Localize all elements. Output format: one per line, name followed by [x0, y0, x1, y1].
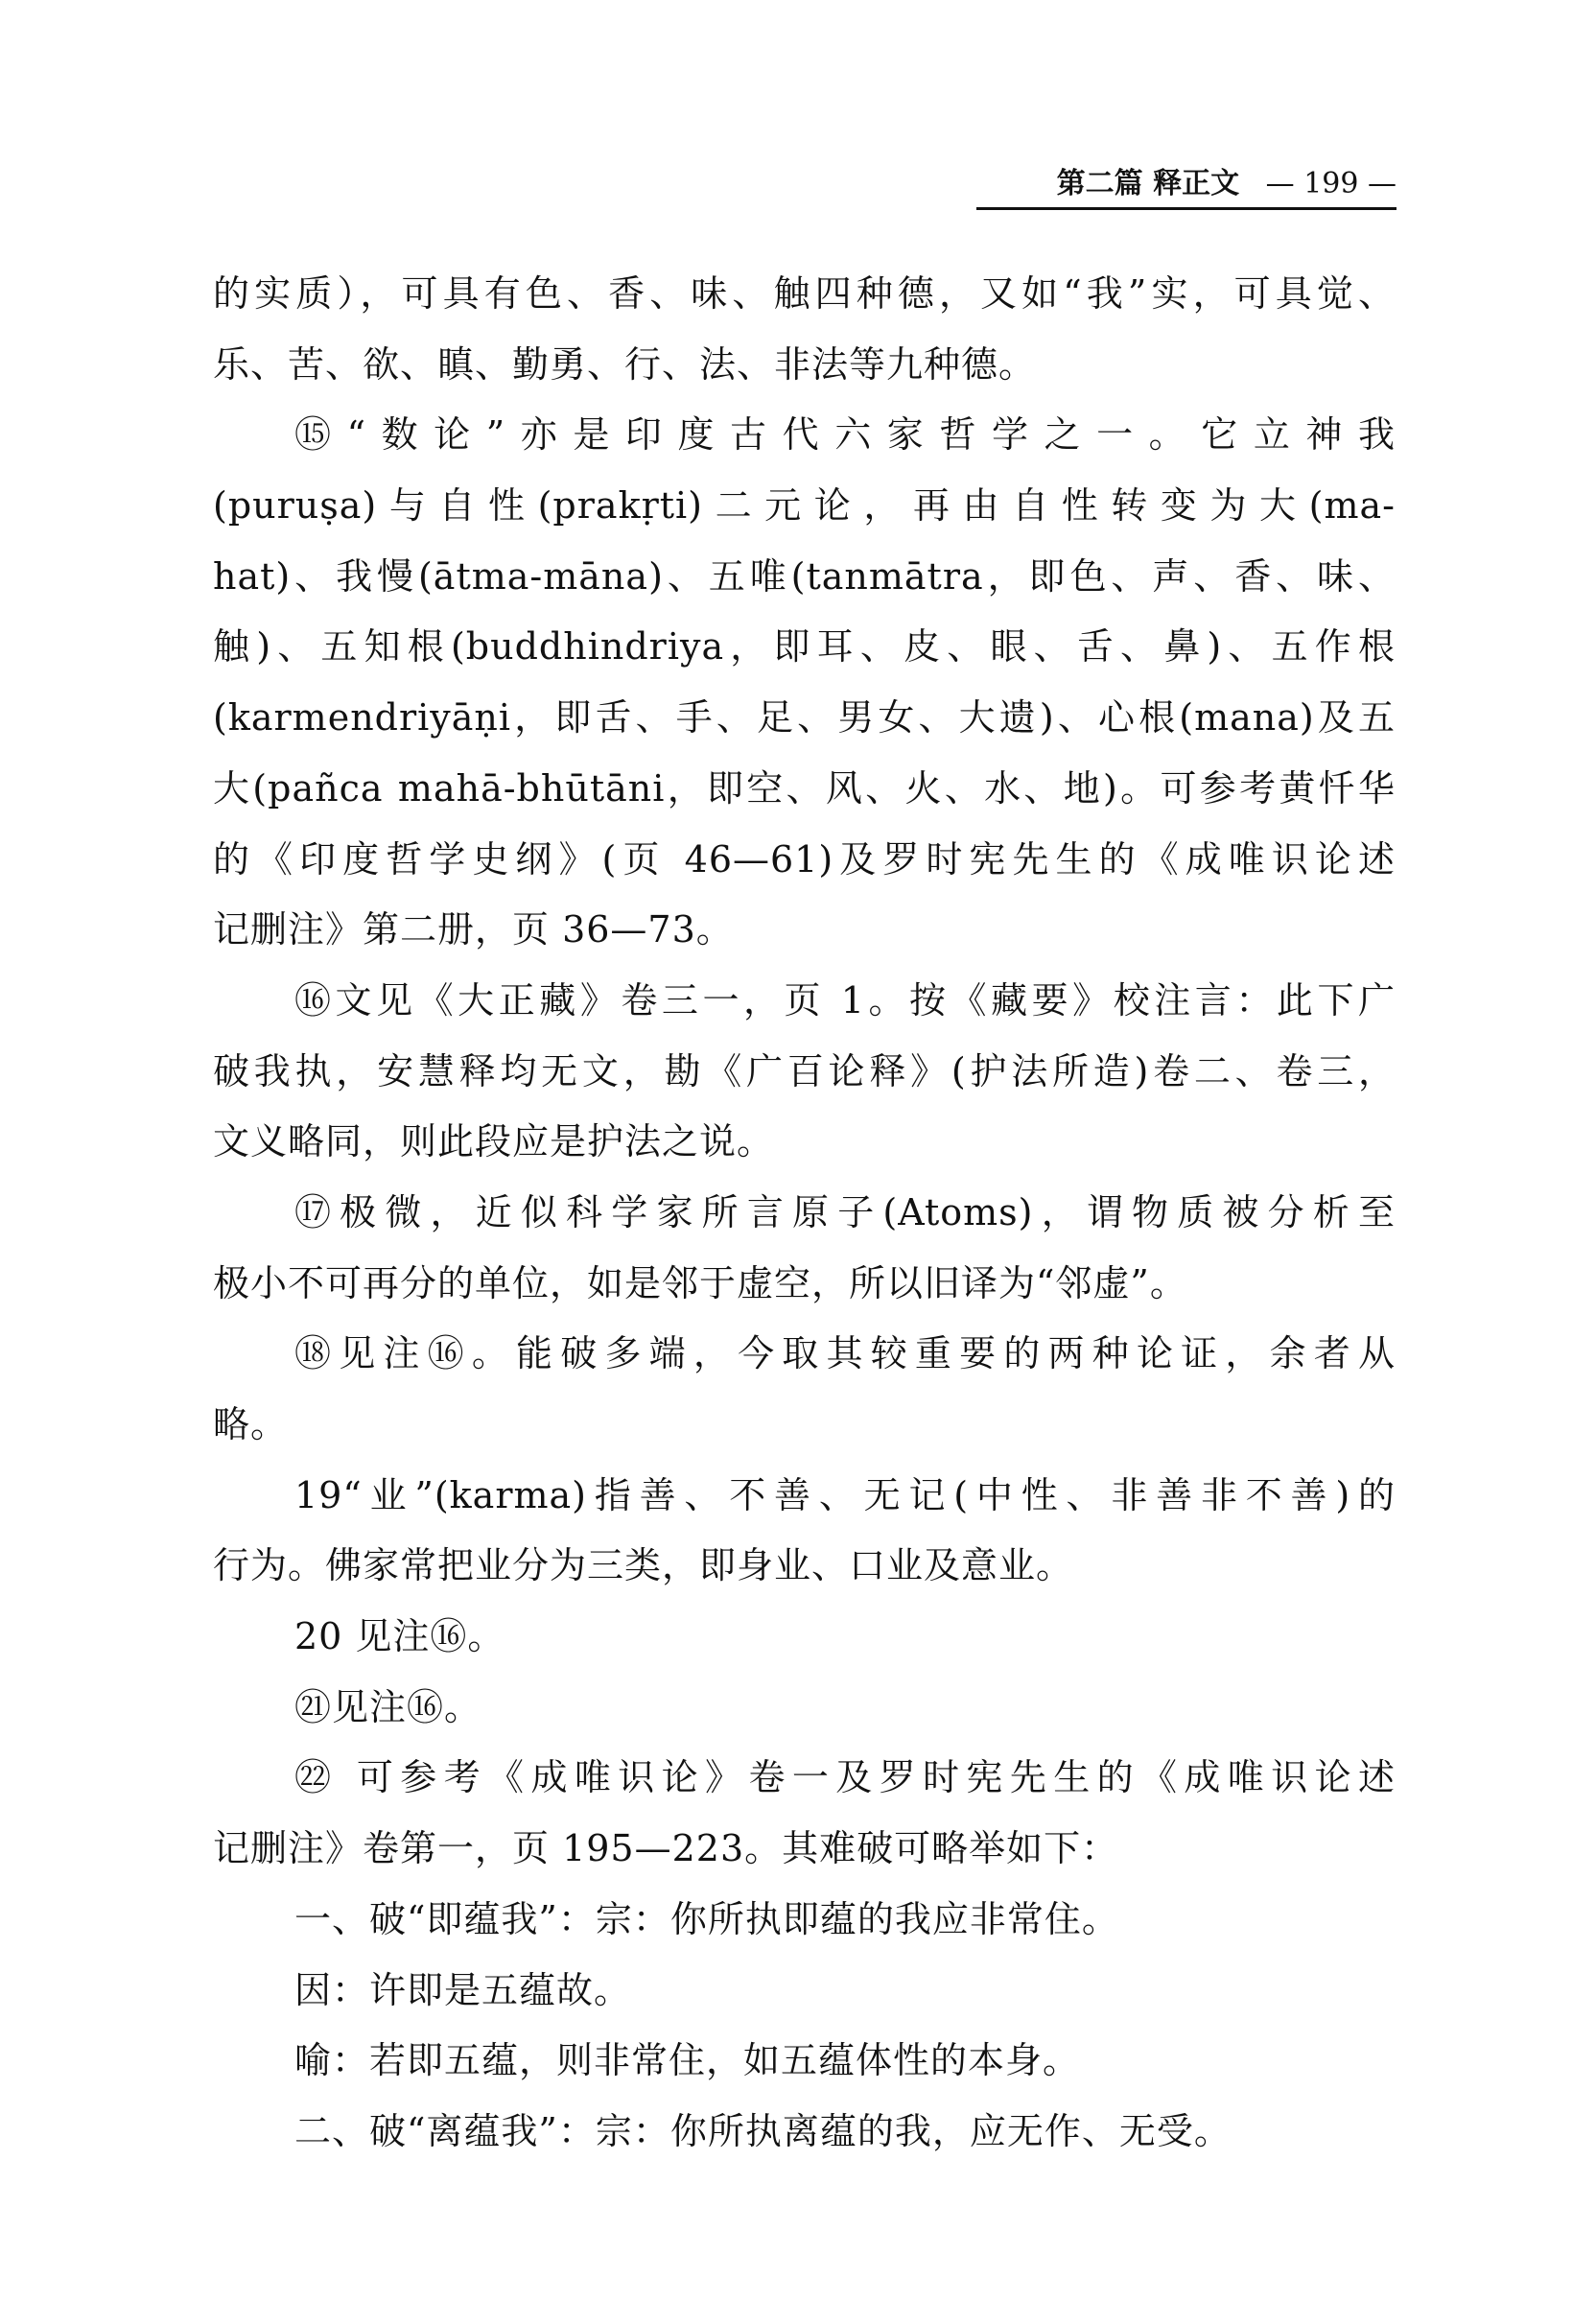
text-line: 二、破“离蕴我”：宗：你所执离蕴的我，应无作、无受。	[294, 2109, 1232, 2152]
text-line: 破我执，安慧释均无文，勘《广百论释》(护法所造)卷二、卷三，	[213, 1049, 1396, 1092]
text-line: ⑮“数论”亦是印度古代六家哲学之一。它立神我	[294, 413, 1396, 457]
page-body	[213, 259, 1396, 2168]
text-line: 的实质），可具有色、香、味、触四种德，又如“我”实，可具觉、	[213, 272, 1396, 315]
text-line: 20 见注⑯。	[294, 1615, 505, 1658]
text-line: 喻：若即五蕴，则非常住，如五蕴体性的本身。	[294, 2039, 1081, 2082]
text-line: 19“业”(karma)指善、不善、无记(中性、非善非不善)的	[294, 1473, 1396, 1516]
text-line: (puruṣa)与自性(prakṛti)二元论，再由自性转变为大(ma-	[213, 484, 1396, 528]
text-line: 因：许即是五蕴故。	[294, 1968, 632, 2011]
text-line: 大(pañca mahā-bhūtāni，即空、风、火、水、地)。可参考黄忏华	[213, 766, 1396, 810]
text-line: ⑯文见《大正藏》卷三一，页 1。按《藏要》校注言：此下广	[294, 978, 1396, 1021]
text-line: ㉑见注⑯。	[294, 1685, 482, 1728]
text-line: hat)、我慢(ātma-māna)、五唯(tanmātra，即色、声、香、味、	[213, 554, 1396, 598]
text-line: 乐、苦、欲、瞋、勤勇、行、法、非法等九种德。	[213, 342, 1037, 386]
text-line: 记删注》卷第一，页 195—223。其难破可略举如下：	[213, 1827, 1119, 1870]
text-line: 文义略同，则此段应是护法之说。	[213, 1120, 775, 1163]
page-number: — 199 —	[1265, 167, 1396, 200]
text-line: 略。	[213, 1403, 289, 1445]
text-line: (karmendriyāṇi，即舌、手、足、男女、大遗)、心根(mana)及五	[213, 696, 1396, 740]
text-line: 触)、五知根(buddhindriya，即耳、皮、眼、舌、鼻)、五作根	[213, 625, 1396, 669]
text-line: 极小不可再分的单位，如是邻于虚空，所以旧译为“邻虚”。	[213, 1261, 1187, 1304]
text-line: 的《印度哲学史纲》(页 46—61)及罗时宪先生的《成唯识论述	[213, 837, 1396, 880]
running-header	[976, 165, 1396, 210]
section-title: 第二篇 释正文	[1056, 167, 1240, 200]
text-line: ⑰极微，近似科学家所言原子(Atoms)，谓物质被分析至	[294, 1190, 1396, 1233]
text-line: 行为。佛家常把业分为三类，即身业、口业及意业。	[213, 1544, 1074, 1587]
text-line: 记删注》第二册，页 36—73。	[213, 908, 734, 951]
text-line: ㉒ 可参考《成唯识论》卷一及罗时宪先生的《成唯识论述	[294, 1756, 1396, 1799]
text-line: 一、破“即蕴我”：宗：你所执即蕴的我应非常住。	[294, 1897, 1119, 1940]
text-line: ⑱见注⑯。能破多端，今取其较重要的两种论证，余者从	[294, 1332, 1396, 1375]
